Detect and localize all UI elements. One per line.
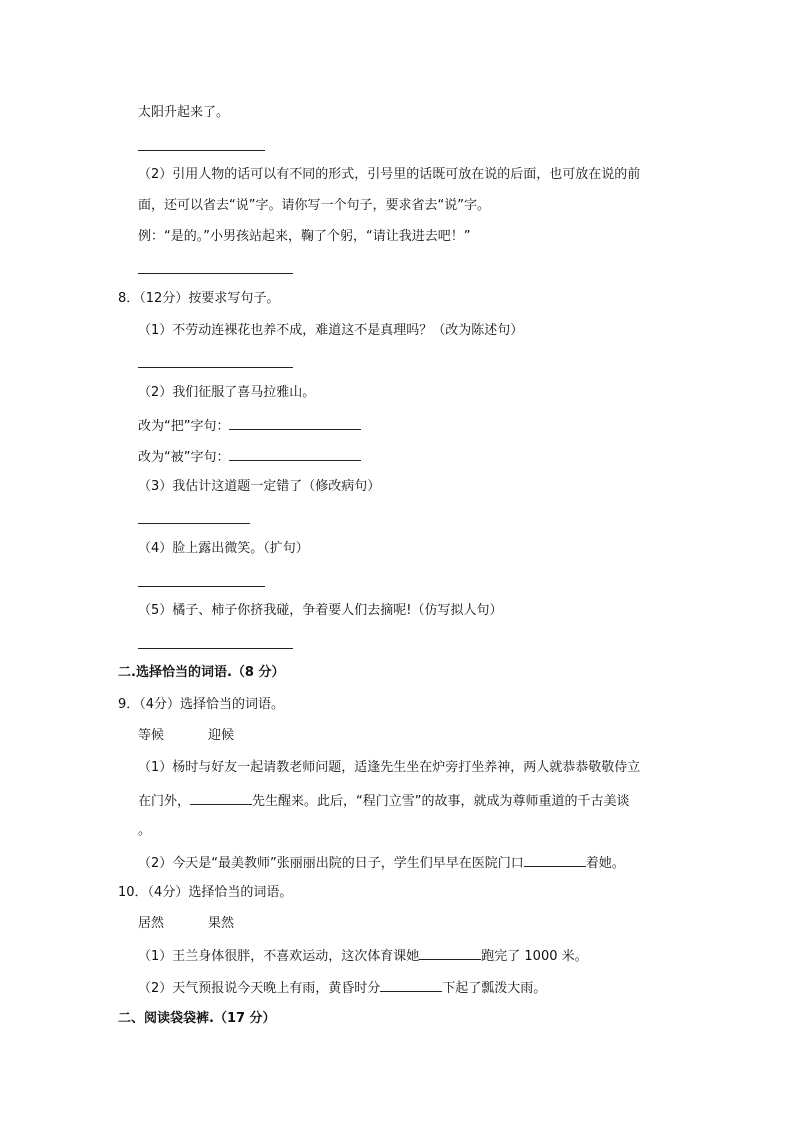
question-8-title: 8．（12分）按要求写句子。: [118, 291, 280, 306]
answer-blank[interactable]: [190, 791, 252, 805]
text-line: 太阳升起来了。: [138, 105, 230, 120]
question-10-title: 10．（4分）选择恰当的词语。: [118, 885, 293, 900]
text: 跑完了 1000 米。: [481, 949, 588, 964]
answer-line[interactable]: [138, 150, 265, 151]
text-line: [138, 791, 630, 811]
text-line: （2）引用人物的话可以有不同的形式，引号里的话既可放在说的后面，也可放在说的前: [138, 167, 641, 182]
answer-blank[interactable]: [380, 978, 442, 992]
text-line: 。: [138, 823, 152, 838]
text-line: [138, 447, 361, 467]
answer-line[interactable]: [138, 586, 265, 587]
answer-blank[interactable]: [419, 946, 481, 960]
section-heading: 二.选择恰当的词语.（8 分）: [118, 665, 285, 680]
text-line: [138, 853, 625, 873]
text: 下起了瓢泼大雨。: [442, 981, 547, 996]
answer-blank[interactable]: [229, 447, 361, 461]
text: （2）天气预报说今天晚上有雨，黄昏时分: [138, 981, 381, 996]
word-option: 果然: [208, 916, 235, 931]
text-line: （1）不劳动连裸花也养不成，难道这不是真理吗？（改为陈述句）: [138, 323, 524, 338]
text-line: [138, 946, 588, 966]
answer-line[interactable]: [138, 523, 250, 524]
text-line: （2）我们征服了喜马拉雅山。: [138, 385, 316, 400]
answer-blank[interactable]: [524, 853, 586, 867]
word-option: 迎候: [208, 728, 235, 743]
text: （2）今天是“最美教师”张丽丽出院的日子，学生们早早在医院门口: [138, 856, 524, 871]
word-option: 居然: [138, 916, 165, 931]
text-line: 例：“是的。”小男孩站起来，鞠了个躬，“请让我进去吧！”: [138, 229, 471, 244]
text-line: （4）脸上露出微笑。（扩句）: [138, 541, 309, 556]
label: 改为“被”字句：: [138, 450, 230, 465]
text: 在门外，: [138, 794, 191, 809]
text: 先生醒来。此后，“程门立雪”的故事，就成为尊师重道的千古美谈: [252, 794, 630, 809]
answer-line[interactable]: [138, 273, 293, 274]
text-line: [138, 416, 361, 436]
text-line: （3）我估计这道题一定错了（修改病句）: [138, 479, 381, 494]
text: （1）王兰身体很胖，不喜欢运动，这次体育课她: [138, 949, 420, 964]
answer-blank[interactable]: [229, 416, 361, 430]
text-line: [138, 978, 546, 998]
text-line: 面，还可以省去“说”字。请你写一个句子，要求省去“说”字。: [138, 198, 490, 213]
section-heading: 二、阅读袋袋裤.（17 分）: [118, 1011, 276, 1026]
text: 着她。: [585, 856, 625, 871]
text-line: （5）橘子、柿子你挤我碰，争着要人们去摘呢!（仿写拟人句）: [138, 603, 503, 618]
answer-line[interactable]: [138, 367, 293, 368]
answer-line[interactable]: [138, 648, 293, 649]
question-9-title: 9．（4分）选择恰当的词语。: [118, 697, 285, 712]
label: 改为“把”字句：: [138, 419, 230, 434]
text-line: （1）杨时与好友一起请教老师问题，适逢先生坐在炉旁打坐养神，两人就恭恭敬敬侍立: [138, 760, 641, 775]
word-option: 等候: [138, 728, 165, 743]
